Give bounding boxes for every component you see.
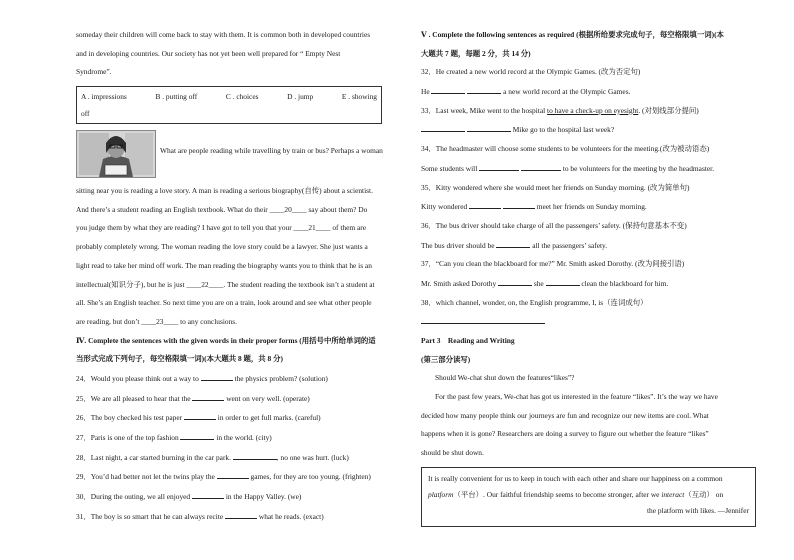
reading-woman-illustration <box>76 130 156 178</box>
question-30: 30．During the outing, we all enjoyed in the Happy Valley. (we) <box>76 492 302 502</box>
answer-blank[interactable] <box>184 412 216 420</box>
answer-blank[interactable] <box>421 124 465 132</box>
answer-blank[interactable] <box>546 278 580 286</box>
question-36: 36．The bus driver should take charge of all the passengers’ safety. (保持句意基本不变) <box>421 220 687 230</box>
part-3-title: Part 3 Reading and Writing <box>421 336 515 345</box>
answer-blank[interactable] <box>496 240 530 248</box>
passage-line: you judge them by what they are reading? I have got to tell you that your ____21____ of them are <box>76 223 367 233</box>
question-37: 37．“Can you clean the blackboard for me?” Mr. Smith asked Dorothy. (改为间接引语) <box>421 259 685 269</box>
answer-blank[interactable] <box>192 393 224 401</box>
question-38-answer <box>421 316 756 327</box>
question-33: 33．Last week, Mike went to the hospital to have a check-up on eyesight. (对划线部分提问) <box>421 105 699 115</box>
word-options-box <box>76 86 382 124</box>
passage-line: And there’s a student reading an English textbook. What do their ____20____ say about them? Do <box>76 204 368 214</box>
passage-line: all. She’s an English teacher. So next time you are on a train, look around and see what other people <box>76 298 372 308</box>
answer-blank[interactable] <box>479 163 519 171</box>
quote-line: It is really convenient for us to keep in touch with each other and share our happiness on a common <box>428 473 723 483</box>
section-4-title: Ⅳ. Complete the sentences with the given words in their proper forms (用括号中所给单词的适 <box>76 335 376 345</box>
answer-blank[interactable] <box>469 201 501 209</box>
intro-line: Syndrome”. <box>76 67 112 77</box>
left-column <box>76 30 382 530</box>
answer-blank[interactable] <box>233 452 277 460</box>
question-28: 28．Last night, a car started burning in the car park. , no one was hurt. (luck) <box>76 452 349 462</box>
question-24: 24．Would you please think out a way to the physics problem? (solution) <box>76 373 328 383</box>
question-31: 31．The boy is so smart that he can always recite what he reads. (exact) <box>76 511 324 521</box>
question-25: 25．We are all pleased to hear that the went on very well. (operate) <box>76 393 310 403</box>
reading-illustration-row <box>76 130 382 180</box>
question-27: 27．Paris is one of the top fashion in the world. (city) <box>76 433 272 442</box>
question-37-answer: Mr. Smith asked Dorothy she clean the blackboard for him. <box>421 278 669 288</box>
word-options-row <box>81 92 377 102</box>
section-4-title-cont: 当形式完成下列句子，每空格限填一词)(本大题共 8 题，共 8 分) <box>76 354 283 364</box>
option-a: A . impressions <box>81 92 127 102</box>
answer-blank[interactable] <box>225 511 257 519</box>
question-36-answer: The bus driver should be all the passengers’ safety. <box>421 240 608 250</box>
reading-title: Should We-chat shut down the features“likes”? <box>435 373 575 383</box>
answer-blank[interactable] <box>503 201 535 209</box>
word-options-row <box>81 109 377 119</box>
question-29: 29．You’d had better not let the twins play the games, for they are too young. (frighten) <box>76 472 371 482</box>
section-5-title-cont: 大题共 7 题，每题 2 分，共 14 分) <box>421 48 531 58</box>
passage-first-line: What are people reading while travelling by train or bus? Perhaps a woman <box>160 146 383 156</box>
question-33-answer: Mike go to the hospital last week? <box>421 124 756 135</box>
section-5-title: Ⅴ . Complete the following sentences as required (根据所给要求完成句子，每空格限填一词)(本 <box>421 30 724 39</box>
option-e-tail: off <box>81 109 90 119</box>
option-b: B . putting off <box>155 92 198 102</box>
question-26: 26．The boy checked his test paper in order to get full marks. (careful) <box>76 413 321 423</box>
answer-blank[interactable] <box>201 373 233 381</box>
intro-line: and in developing countries. Our society has not yet been well prepared for “ Empty Nest <box>76 48 341 58</box>
answer-blank[interactable] <box>521 163 561 171</box>
part-3-subtitle: (第三部分读写) <box>421 354 471 364</box>
answer-blank[interactable] <box>192 491 224 499</box>
question-32-answer: He a new world record at the Olympic Games. <box>421 87 631 97</box>
question-34: 34．The headmaster will choose some students to be volunteers for the meeting.(改为被动语态) <box>421 144 710 154</box>
question-35: 35．Kitty wondered where she would meet her friends on Sunday morning. (改为简单句) <box>421 182 690 192</box>
passage-line: intellectual(知识分子), but he is just ____22____. The student reading the textbook isn’t a student at <box>76 279 375 289</box>
answer-blank[interactable] <box>217 471 249 479</box>
reading-line: should be shut down. <box>421 448 484 458</box>
passage-line: probably completely wrong. The woman reading the love story could be a lawyer. She just wants a <box>76 242 368 252</box>
option-c: C . choices <box>225 92 259 102</box>
passage-line: light read to take her mind off work. The man reading the biography wants you to think that he is an <box>76 260 372 270</box>
answer-blank[interactable] <box>498 278 532 286</box>
question-35-answer: Kitty wondered meet her friends on Sunday morning. <box>421 202 647 212</box>
question-38: 38．which channel, wonder, on, the English programme, I, is（连词成句） <box>421 297 648 307</box>
answer-blank[interactable] <box>421 316 545 324</box>
reading-line: happens when it is gone? Researchers are doing a survey to figure out whether the feature “likes” <box>421 429 709 439</box>
reading-line: decided how many people think our journeys are fun and recognize our new items are cool. What <box>421 410 709 420</box>
option-e: E . showing <box>341 92 377 102</box>
answer-blank[interactable] <box>431 86 465 94</box>
quote-box <box>421 467 756 527</box>
question-34-answer: Some students will to be volunteers for the meeting by the headmaster. <box>421 163 715 173</box>
quote-line: platform（平台）. Our faithful friendship seems to become stronger, after we interact（互动） on <box>428 489 724 499</box>
question-32: 32．He created a new world record at the Olympic Games. (改为否定句) <box>421 67 641 77</box>
answer-blank[interactable] <box>467 124 511 132</box>
option-d: D . jump <box>287 92 314 102</box>
reading-line: For the past few years, We-chat has got us interested in the feature “likes”. It’s the way we have <box>435 392 718 402</box>
passage-line: sitting near you is reading a love story. A man is reading a serious biography(自传) about a scientist. <box>76 186 373 196</box>
right-column <box>421 30 756 527</box>
quote-attribution: the platform with likes. —Jennifer <box>646 505 749 515</box>
passage-line: are reading, but don’t ____23____ to any conclusions. <box>76 316 237 326</box>
answer-blank[interactable] <box>180 432 214 440</box>
answer-blank[interactable] <box>467 86 501 94</box>
intro-line: someday their children will come back to stay with them. It is common both in developed countries <box>76 30 371 39</box>
